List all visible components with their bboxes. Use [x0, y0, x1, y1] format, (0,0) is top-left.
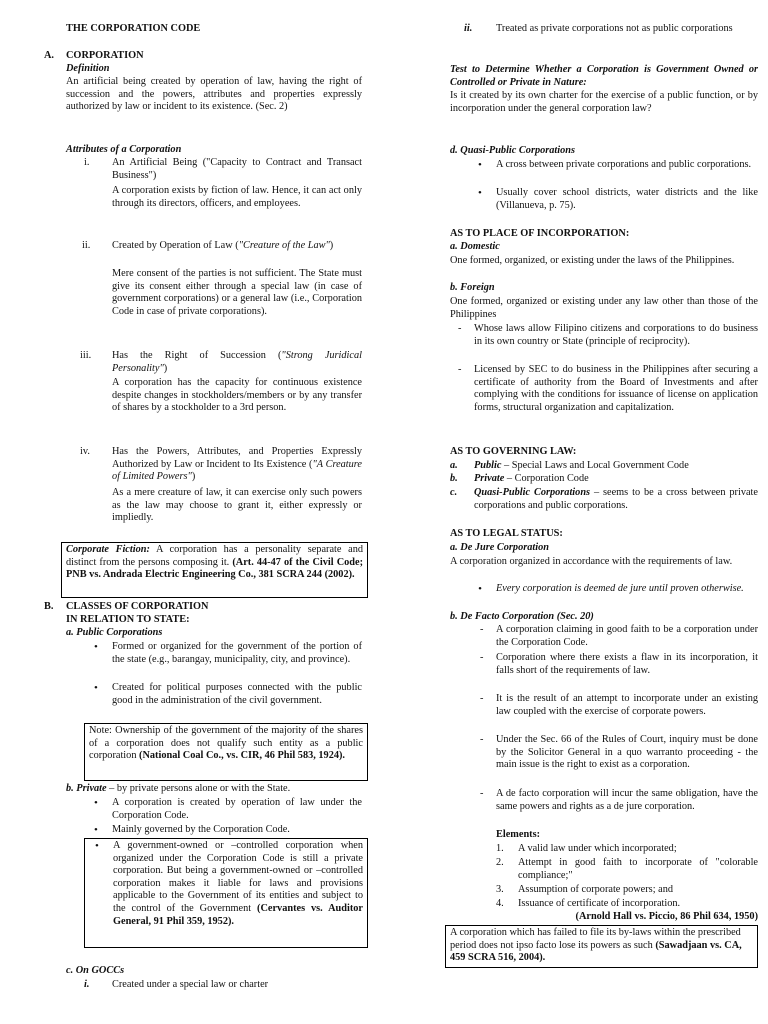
- note-text: Note: Ownership of the government of the majority of the shares of a corporation does not qualify such entity as a public corporation: [89, 725, 363, 762]
- quasi-bullet: • A cross between private corporations and public corporations.: [496, 159, 758, 172]
- foreign-text: One formed, organized or existing under any law other than those of the Philippines: [450, 296, 758, 320]
- attr-heading: Created by Operation of Law ("Creature of the Law"): [112, 240, 334, 251]
- corporate-fiction-cite: (Art. 44-47 of the Civil Code; PNB vs. Andrada Electric Engineering Co., 381 SCRA 244 (2002).: [66, 556, 364, 581]
- note-cite: (National Coal Co., vs. CIR, 46 Phil 583, 1924).: [139, 750, 345, 762]
- note-box: [84, 723, 368, 781]
- element-item: Assumption of corporate powers; and: [518, 884, 673, 895]
- element-num: 3.: [496, 884, 504, 895]
- corporate-fiction-box: [61, 542, 368, 598]
- gocc-box-cite: (Cervantes vs. Auditor General, 91 Phil 359, 1952).: [113, 902, 364, 927]
- foreign-dash-item: - Licensed by SEC to do business in the Philippines after securing a certificate of authority from the Board of Investments and after complying with the conditions for issuance of license on application forms, structural organization and capitalization.: [474, 364, 758, 414]
- private-bullet: • A corporation is created by operation of law under the Corporation Code.: [112, 797, 362, 822]
- law-item: Private – Corporation Code: [474, 473, 589, 484]
- element-item: Attempt in good faith to incorporate of "colorable compliance;": [518, 857, 758, 881]
- section-a-heading: CORPORATION: [66, 50, 144, 61]
- attr-heading: An Artificial Being ("Capacity to Contract and Transact Business"): [112, 157, 362, 181]
- test-text: Is it created by its own charter for the exercise of a public function, or by incorporation under the general corporation law?: [450, 90, 758, 114]
- section-b-letter: B.: [44, 601, 54, 612]
- public-corporations-label: a. Public Corporations: [66, 627, 163, 638]
- attr-num: ii.: [82, 240, 91, 251]
- foreign-label: b. Foreign: [450, 282, 495, 293]
- attr-body: Mere consent of the parties is not sufficient. The State must give its consent either through a special law (in case of government corporations) or a general law (i.e., Corporation Code in case of private corporations).: [112, 268, 362, 317]
- domestic-label: a. Domestic: [450, 241, 500, 252]
- dejure-bullet: • Every corporation is deemed de jure until proven otherwise.: [496, 583, 758, 596]
- defacto-dash-item: - A corporation claiming in good faith to be a corporation under the Corporation Code.: [496, 624, 758, 649]
- attr-body: A corporation has the capacity for continuous existence despite changes in stockholders/members or by any transfer of shares by a stockholder to a 3rd person.: [112, 377, 362, 414]
- attr-heading: Has the Powers, Attributes, and Properties Expressly Authorized by Law or Incident to Its Existence ("A Creature of Limited Powers"): [112, 446, 362, 483]
- quasi-public-label: d. Quasi-Public Corporations: [450, 145, 576, 156]
- gocc-ii-text: Treated as private corporations not as public corporations: [496, 23, 733, 34]
- attributes-label: Attributes of a Corporation: [66, 144, 182, 155]
- law-heading: AS TO GOVERNING LAW:: [450, 446, 577, 457]
- element-item: Issuance of certificate of incorporation.: [518, 898, 681, 909]
- corporate-fiction-text: A corporation has a personality separate and distinct from the persons composing it.: [66, 544, 363, 568]
- section-a-letter: A.: [44, 50, 55, 61]
- attr-heading: Has the Right of Succession ("Strong Juridical Personality"): [112, 350, 362, 374]
- quasi-bullet: • Usually cover school districts, water districts and the like (Villanueva, p. 75).: [496, 187, 758, 212]
- defacto-dash-item: - A de facto corporation will incur the same obligation, have the same powers and rights as a de jure corporation.: [496, 788, 758, 813]
- law-item: Quasi-Public Corporations – seems to be a cross between private corporations and public corporations.: [474, 487, 758, 511]
- defacto-dash-item: - Corporation where there exists a flaw in its incorporation, it falls short of the requirements of law.: [496, 652, 758, 677]
- attr-num: iv.: [80, 446, 90, 457]
- element-num: 1.: [496, 843, 504, 854]
- status-heading: AS TO LEGAL STATUS:: [450, 528, 563, 539]
- public-bullet: • Formed or organized for the government of the portion of the state (e.g., barangay, municipality, city, and province).: [112, 641, 362, 666]
- definition-text: An artificial being created by operation of law, having the right of succession and the powers, attributes and properties expressly authorized by law or incident to its existence. (Sec. 2): [66, 76, 362, 113]
- gocc-box-text: A government-owned or –controlled corporation when organized under the Corporation Code is still a private corporation. But being a government-owned or –controlled corporation makes it liable for laws and provisions applicable to the Government of its entities and subject to the control of the Government: [113, 840, 363, 914]
- attr-num: i.: [84, 157, 90, 168]
- dejure-text: A corporation organized in accordance with the requirements of law.: [450, 556, 733, 567]
- law-letter: b.: [450, 473, 458, 484]
- domestic-text: One formed, organized, or existing under the laws of the Philippines.: [450, 255, 735, 266]
- law-letter: a.: [450, 460, 458, 471]
- bylaws-text: A corporation which has failed to file its by-laws within the prescribed period does not ipso facto lose its powers as such: [450, 927, 741, 951]
- elements-label: Elements:: [496, 829, 541, 840]
- elements-cite: (Arnold Hall vs. Piccio, 86 Phil 634, 1950): [575, 911, 758, 922]
- element-item: A valid law under which incorporated;: [518, 843, 677, 854]
- law-letter: c.: [450, 487, 458, 498]
- section-b-heading: CLASSES OF CORPORATION: [66, 601, 209, 612]
- element-num: 4.: [496, 898, 504, 909]
- gocc-i-text: Created under a special law or charter: [112, 979, 269, 990]
- defacto-label: b. De Facto Corporation (Sec. 20): [450, 611, 594, 622]
- test-label: Test to Determine Whether a Corporation is Government Owned or Controlled or Private in Nature:: [450, 64, 758, 88]
- defacto-dash-item: - Under the Sec. 66 of the Rules of Court, inquiry must be done by the Solicitor General in a quo warranto proceeding - the main issue is the right to exist as a corporation.: [496, 734, 758, 772]
- attr-body: As a mere creature of law, it can exercise only such powers as the law may choose to grant it, either expressly or impliedly.: [112, 487, 362, 524]
- section-b-subheading: IN RELATION TO STATE:: [66, 614, 190, 625]
- gocc-ii-num: ii.: [464, 23, 473, 34]
- document-title: THE CORPORATION CODE: [66, 23, 201, 34]
- bylaws-cite: (Sawadjaan vs. CA, 459 SCRA 516, 2004).: [450, 939, 742, 964]
- gocc-label: c. On GOCCs: [66, 965, 125, 976]
- public-bullet: • Created for political purposes connected with the public good in the administration of the civil government.: [112, 682, 362, 707]
- law-item: Public – Special Laws and Local Government Code: [474, 460, 689, 471]
- defacto-dash-item: - It is the result of an attempt to incorporate under an existing law coupled with the exercise of corporate powers.: [496, 693, 758, 718]
- element-num: 2.: [496, 857, 504, 868]
- place-heading: AS TO PLACE OF INCORPORATION:: [450, 228, 630, 239]
- definition-label: Definition: [66, 63, 110, 74]
- gocc-box: [84, 838, 368, 948]
- attr-num: iii.: [80, 350, 92, 361]
- private-bullet: • Mainly governed by the Corporation Code.: [112, 824, 362, 837]
- foreign-dash-item: - Whose laws allow Filipino citizens and corporations to do business in its own country or State (principle of reciprocity).: [474, 323, 758, 348]
- private-corporations: b. Private – by private persons alone or with the State.: [66, 783, 291, 794]
- gocc-i-num: i.: [84, 979, 90, 990]
- corporate-fiction-label: Corporate Fiction:: [66, 544, 150, 555]
- attr-body: A corporation exists by fiction of law. Hence, it can act only through its directors, officers, and employees.: [112, 185, 362, 209]
- bylaws-box: [445, 925, 758, 968]
- dejure-label: a. De Jure Corporation: [450, 542, 549, 553]
